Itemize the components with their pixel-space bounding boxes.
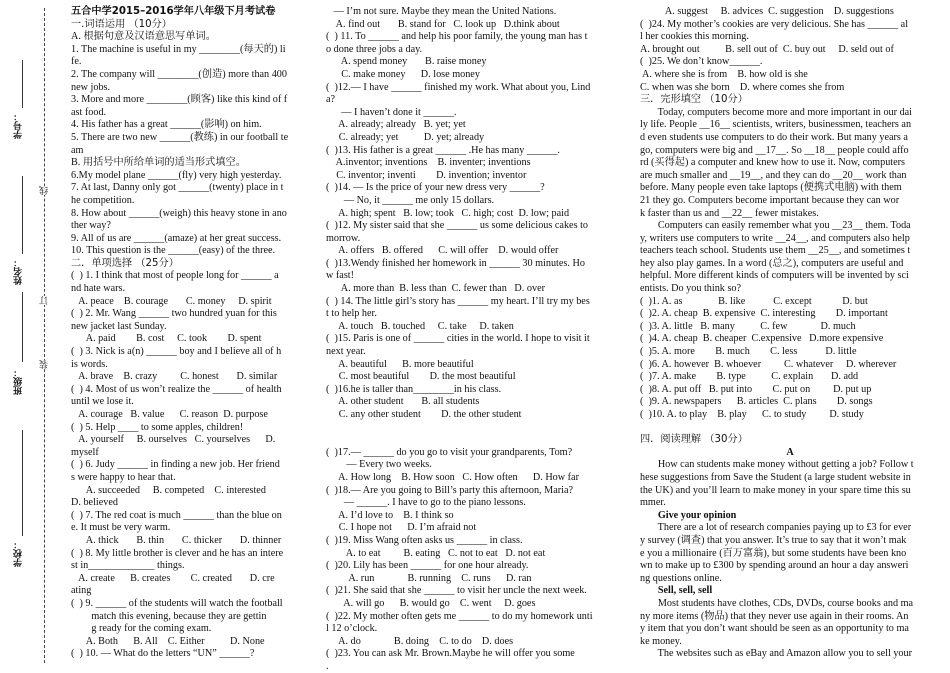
col3-line: ny more items (物品) that they never use again in their rooms. An: [640, 610, 909, 622]
col2-line: .: [326, 660, 329, 672]
col1-line: 8. How about ______(weigh) this heavy stone in ano: [71, 207, 287, 219]
col2-line: ( )21. She said that she ______ to visit her uncle the next week.: [326, 585, 587, 597]
col2-line: — I’m not sure. Maybe they mean the United Nations.: [326, 6, 557, 17]
col1-line: ( ) 9. ______ of the students will watch the football: [71, 597, 283, 609]
col3-line: ( )9. A. newspapers B. articles C. plans D. songs: [640, 396, 873, 408]
col3-line: A: [786, 446, 794, 458]
col1-line: A. 根据句意及汉语意思写单词。: [71, 31, 216, 43]
col2-line: — ______. I have to go to the piano lessons.: [326, 497, 526, 509]
col2-line: a?: [326, 94, 336, 106]
col3-line: Most students have clothes, CDs, DVDs, course books and ma: [640, 597, 914, 609]
col2-line: ( )18.— Are you going to Bill’s party this afternoon, Maria?: [326, 484, 574, 496]
col3-line: wn to make up to £300 by spending around an hour a day answeri: [640, 560, 909, 572]
col1-line: ( ) 3. Nick is a(n) ______ boy and I believe all of h: [71, 346, 282, 358]
col3-line: The websites such as eBay and Amazon allow you to sell your: [640, 648, 912, 660]
margin-fold-word: 装: [40, 360, 50, 369]
col2-line: [326, 434, 626, 447]
col1-line: ( ) 6. Judy ______ in finding a new job. Her friend: [71, 459, 280, 471]
col2-line: A. I’d love to B. I think so: [326, 509, 454, 521]
margin-seal-word: 订: [40, 296, 50, 305]
col1-line: 5. There are two new ______(教练) in our football te: [71, 131, 289, 143]
col3-line: y survey (调查) that you answer. It’s true to say that it won’t mak: [640, 534, 907, 546]
column-1: [71, 6, 311, 661]
col1-line: A. thick B. thin C. thicker D. thinner: [71, 534, 282, 546]
col1-line: new jobs.: [71, 81, 111, 93]
col3-line: A. brought out B. sell out of C. buy out D. seld out of: [640, 43, 894, 55]
col2-line: ( ) 11. To ______ and help his poor family, the young man has t: [326, 31, 588, 43]
col1-line: ther way?: [71, 220, 111, 232]
col2-line: ( )22. My mother often gets me ______ to do my homework unti: [326, 610, 593, 622]
col3-line: hey also play games. In a word (总之), computers are useful and: [640, 257, 904, 269]
col2-line: ( )17.— ______ do you go to visit your grandparents, Tom?: [326, 446, 573, 458]
col2-line: ( )13.Wendy finished her homework in ______ 30 minutes. Ho: [326, 257, 585, 269]
col1-line: 1. The machine is useful in my ________(每天的) li: [71, 43, 286, 55]
col1-line: myself: [71, 446, 99, 458]
col3-line: 21 they go. Computers become important because they can wor: [640, 194, 900, 206]
col2-line: A. spend money B. raise money: [326, 56, 487, 68]
col3-line: are much smaller and __19__, and they can do __20__ work than: [640, 169, 907, 181]
col2-line: ( )13. His father is a great ______ .He has many ______.: [326, 144, 560, 156]
col2-line: morrow.: [326, 232, 361, 244]
col3-line: Sell, sell, sell: [640, 585, 713, 597]
name-field[interactable]: [22, 176, 23, 254]
col3-line: y item that you don’t want should be seen as an opportunity to ma: [640, 623, 909, 635]
col2-line: ( )20. Lily has been ______ for one hour already.: [326, 560, 529, 572]
col1-line: s were happy to hear that.: [71, 471, 176, 483]
col1-line: e. It must be very warm.: [71, 522, 171, 534]
col3-line: C. when was she born D. where comes she from: [640, 81, 845, 93]
col2-line: A. more than B. less than C. fewer than D. over: [326, 283, 545, 295]
col2-line: next year.: [326, 346, 366, 358]
col2-line: A. find out B. stand for C. look up D.think about: [326, 18, 560, 30]
col2-line: ( )16.he is taller than________in his class.: [326, 383, 502, 395]
col1-line: A. peace B. courage C. money D. spirit: [71, 295, 272, 307]
col1-line: fe.: [71, 56, 82, 68]
school-field[interactable]: [22, 430, 23, 536]
col3-line: Computers can easily remember what you __23__ them. Toda: [640, 220, 911, 232]
col1-line: 7. At last, Danny only got ______(twenty) place in t: [71, 182, 284, 194]
col2-line: C. inventor; inventi D. invention; inventor: [326, 169, 527, 181]
col2-line: w fast!: [326, 270, 355, 282]
student-number-label: 学号：: [14, 112, 24, 139]
col2-line: t to help her.: [326, 308, 377, 320]
col3-line: [640, 422, 940, 435]
col3-line: the UK) and you’ll learn to make money in your spare time this su: [640, 484, 911, 496]
col3-line: Give your opinion: [640, 509, 737, 521]
col2-line: [326, 422, 626, 435]
col3-line: ( )3. A. little B. many C. few D. much: [640, 320, 856, 332]
col2-line: A. beautiful B. more beautiful: [326, 358, 474, 370]
exam-title: 五合中学2015–2016学年八年级下月考试卷: [71, 6, 276, 17]
col3-line: ( )1. A. as B. like C. except D. but: [640, 295, 868, 307]
column-3: [640, 6, 940, 661]
class-label: 班级：: [14, 368, 24, 395]
col2-line: A. offers B. offered C. will offer D. would offer: [326, 245, 559, 257]
col1-line: A. yourself B. ourselves C. yourselves D.: [71, 434, 276, 446]
col1-line: 10. This question is the ______(easy) of the three.: [71, 245, 276, 257]
col3-line: e you a millionaire (百万富翁), but some students have been kno: [640, 547, 907, 559]
col1-line: 9. All of us are ______(amaze) at her great success.: [71, 232, 282, 244]
col1-line: ( ) 8. My little brother is clever and he has an intere: [71, 547, 284, 559]
col2-line: o done three jobs a day.: [326, 43, 423, 55]
col2-line: A. run B. running C. runs D. ran: [326, 572, 532, 584]
col1-line: B. 用括号中所给单词的适当形式填空。: [71, 157, 246, 169]
col2-line: ( )19. Miss Wang often asks us ______ in class.: [326, 534, 523, 546]
col1-line: ( ) 2. Mr. Wang ______ two hundred yuan for this: [71, 308, 277, 320]
col1-line: A. Both B. All C. Either D. None: [71, 635, 265, 647]
col1-line: 3. More and more ________(顾客) like this kind of f: [71, 94, 288, 106]
column-2: [326, 6, 626, 673]
school-label: 学校：: [14, 540, 24, 567]
col1-line: ating: [71, 585, 92, 597]
student-number-field[interactable]: [22, 60, 23, 108]
col2-line: C. already; yet D. yet; already: [326, 131, 485, 143]
col2-line: C. I hope not D. I’m afraid not: [326, 522, 477, 534]
col2-line: C. any other student D. the other student: [326, 409, 522, 420]
binding-margin: [0, 0, 68, 672]
col1-line: D. believed: [71, 497, 118, 509]
col2-line: — Every two weeks.: [326, 459, 432, 471]
col1-line: he competition.: [71, 194, 135, 206]
col2-line: C. most beautiful D. the most beautiful: [326, 371, 516, 383]
col3-line: rd (买得起) a computer and knew how to use it. Now, computers: [640, 157, 906, 169]
col2-line: A. touch B. touched C. take D. taken: [326, 320, 514, 332]
col1-line: am: [71, 144, 84, 156]
col1-line: g ready for the coming exam.: [71, 623, 212, 635]
col3-line: ( )8. A. put off B. put into C. put on D. put up: [640, 383, 872, 395]
col3-line: There are a lot of research companies paying up to £3 for ever: [640, 522, 912, 534]
col3-line: ( )25. We don’t know______.: [640, 56, 763, 68]
col3-line: teachers teach school. Students use them __25__, and sometimes t: [640, 245, 911, 257]
col2-line: A. high; spent B. low; took C. high; cost D. low; paid: [326, 207, 570, 219]
col1-line: nd hate wars.: [71, 283, 126, 295]
col3-line: entists. Do you think so?: [640, 283, 742, 295]
seal-line: [44, 8, 45, 663]
col1-line: ast food.: [71, 106, 107, 118]
col3-line: k faster than us and __22__ fewer mistakes.: [640, 207, 819, 219]
col1-line: ( ) 7. The red coat is much ______ than the blue on: [71, 509, 282, 521]
col2-line: ( )12.— I have ______ finished my work. What about you, Lind: [326, 81, 591, 93]
col2-line: ( )23. You can ask Mr. Brown.Maybe he will offer you some: [326, 648, 575, 660]
col1-line: 2. The company will ________(创造) more than 400: [71, 68, 287, 80]
col1-line: A. create B. creates C. created D. cre: [71, 572, 275, 584]
col1-line: A. brave B. crazy C. honest D. similar: [71, 371, 278, 383]
col2-line: — I haven’t done it ______.: [326, 106, 457, 118]
col3-line: go, computers were big and __17__. So __18__ people could affo: [640, 144, 909, 156]
col3-line: 四．阅读理解 （30分）: [640, 434, 748, 446]
col1-line: until we lose it.: [71, 396, 134, 408]
col3-line: Today, computers become more and more important in our dai: [640, 106, 913, 118]
col1-line: ( ) 10. — What do the letters “UN” ______?: [71, 648, 255, 660]
col3-line: 三．完形填空 （10分）: [640, 94, 748, 106]
col1-line: st in_____________ things.: [71, 560, 185, 572]
col3-line: A. where she is from B. how old is she: [640, 68, 808, 80]
col2-line: ( )15. Paris is one of ______ cities in the world. I hope to visit it: [326, 333, 590, 345]
col1-line: 二．单项选择 （25分）: [71, 257, 179, 269]
col3-line: How can students make money without getting a job? Follow t: [640, 459, 914, 471]
col1-line: A. paid B. cost C. took D. spent: [71, 333, 262, 345]
col3-line: ( )24. My mother’s cookies are very delicious. She has ______ al: [640, 18, 909, 30]
col2-line: l 12 o’clock.: [326, 623, 378, 635]
col3-line: hese suggestions from Save the Student (a large student website in: [640, 471, 911, 483]
col1-line: ( ) 5. Help ____ to some apples, children!: [71, 421, 244, 433]
col3-line: A. suggest B. advices C. suggestion D. suggestions: [640, 6, 894, 17]
col2-line: A.inventor; inventions B. inventer; inventions: [326, 157, 531, 169]
col3-line: d even students use computers to do their work. But many years a: [640, 131, 908, 143]
col2-line: — No, it ______ me only 15 dollars.: [326, 194, 495, 206]
col1-line: 4. His father has a great ______(影响) on him.: [71, 119, 262, 131]
class-field[interactable]: [22, 292, 23, 362]
name-label: 姓名：: [14, 258, 24, 285]
col2-line: C. make money D. lose money: [326, 68, 480, 80]
col3-line: y, writers use computers to write __24__, and computers also help: [640, 232, 910, 244]
col3-line: ke money.: [640, 635, 682, 647]
col3-line: l her cookies this morning.: [640, 31, 749, 43]
col2-line: ( )14. — Is the price of your new dress very ______?: [326, 182, 545, 194]
col1-line: A. succeeded B. competed C. interested: [71, 484, 266, 496]
col2-line: A. to eat B. eating C. not to eat D. not eat: [326, 547, 546, 559]
col2-line: ( )12. My sister said that she ______ us some delicious cakes to: [326, 220, 589, 232]
col1-line: 6.My model plane ______(fly) very high yesterday.: [71, 169, 282, 181]
col3-line: ( )2. A. cheap B. expensive C. interesting D. important: [640, 308, 888, 320]
col3-line: ly life. People __16__ scientists, writers, businessmen, teachers an: [640, 119, 912, 131]
col2-line: A. do B. doing C. to do D. does: [326, 635, 514, 647]
col1-line: is words.: [71, 358, 108, 370]
col3-line: ng questions online.: [640, 572, 722, 584]
col1-line: match this evening, because they are gettin: [71, 610, 267, 622]
col3-line: ( )6. A. however B. whoever C. whatever D. wherever: [640, 358, 897, 370]
col2-line: A. How long B. How soon C. How often D. How far: [326, 471, 579, 483]
col1-line: ( ) 4. Most of us won’t realize the ______ of health: [71, 383, 282, 395]
margin-line-word: 线: [40, 186, 50, 195]
col2-line: ( ) 14. The little girl’s story has ______ my heart. I’ll try my bes: [326, 295, 590, 307]
col2-line: A. other student B. all students: [326, 396, 480, 408]
col1-line: 一.词语运用 （10分）: [71, 18, 172, 30]
col3-line: helpful. More different kinds of computers will be invented by sci: [640, 270, 909, 282]
col3-line: ( )10. A. to play B. play C. to study D. study: [640, 409, 864, 420]
col1-line: new jacket last Sunday.: [71, 320, 167, 332]
col2-line: A. will go B. would go C. went D. goes: [326, 597, 536, 609]
col2-line: A. already; already B. yet; yet: [326, 119, 466, 131]
col3-line: ( )5. A. more B. much C. less D. little: [640, 346, 857, 358]
col1-line: A. courage B. value C. reason D. purpose: [71, 409, 268, 420]
col3-line: ( )7. A. make B. type C. explain D. add: [640, 371, 859, 383]
col1-line: ( ) 1. I think that most of people long for ______ a: [71, 270, 279, 282]
col3-line: before. Many people even take laptops (便携式电脑) with them: [640, 182, 902, 194]
col3-line: mmer.: [640, 497, 666, 509]
col3-line: ( )4. A. cheap B. cheaper C.expensive D.more expensive: [640, 333, 884, 345]
